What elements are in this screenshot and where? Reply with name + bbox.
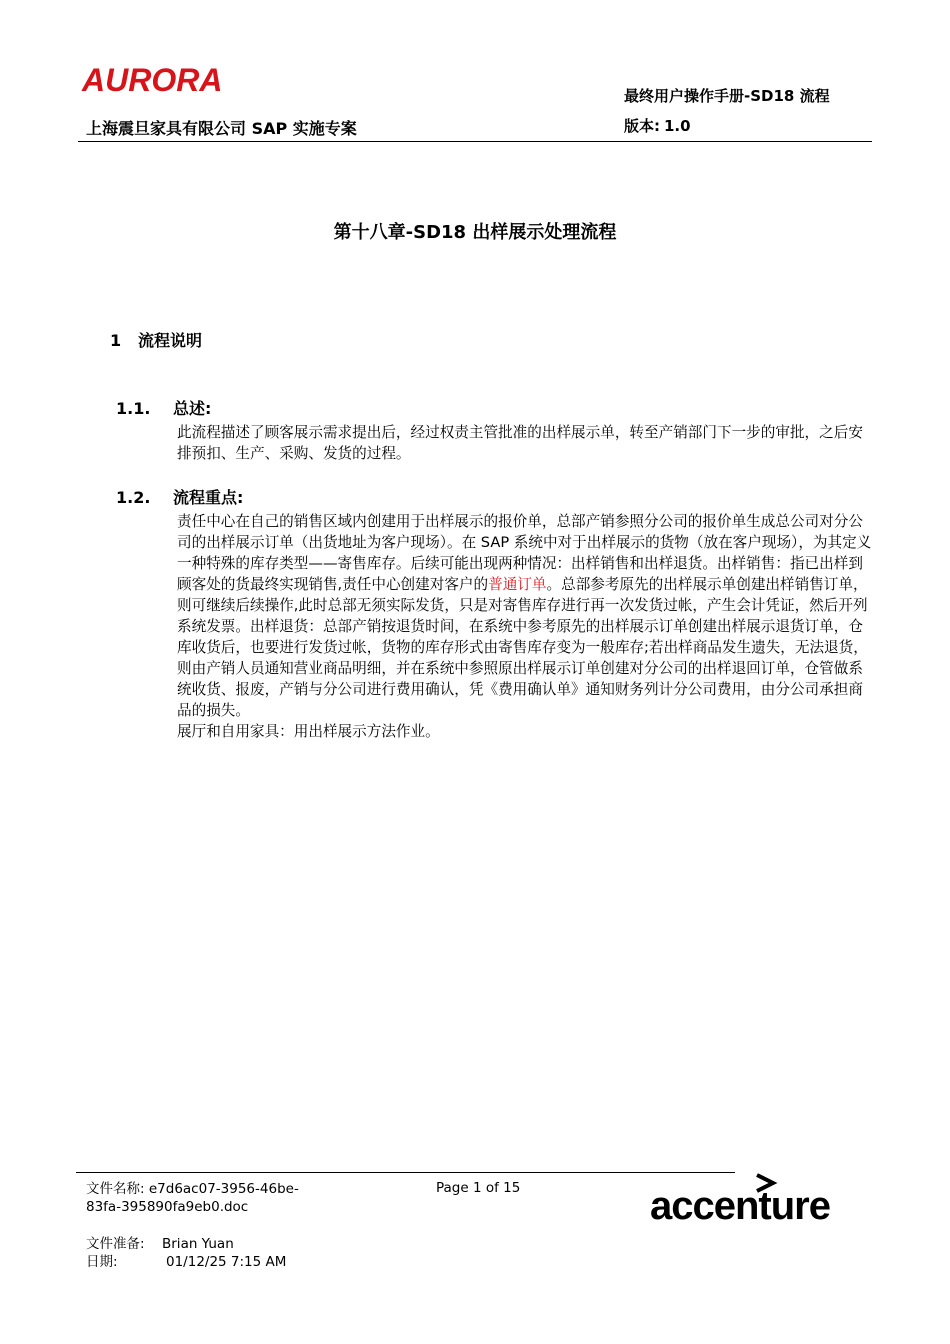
version-info [624,115,691,136]
section-title: 流程重点: [173,488,244,507]
date-value: 01/12/25 7:15 AM [166,1254,287,1270]
document-title: 第十八章-SD18 出样展示处理流程 [333,222,617,243]
normal-order-highlight: 普通订单 [488,576,547,593]
section-heading-1 [110,328,202,351]
key-points-text-part2: 。总部参考原先的出样展示单创建出样销售订单，则可继续后续操作,此时总部无须实际发货，只是对寄售库存进行再一次发货过帐，产生会计凭证，然后开列系统发票。出样退货：总部产销按退货时间，在系统中参考原先的出样展示订单创建出样展示退货订单，仓库收货后，也要进行发货过帐，货物的库存形式由寄售库存变为一般库存;若出样商品发生遗失，无法退货，则由产销人员通知营业商品明细，并在系统中参照原出样展示订单创建对分公司的出样退回订单，仓管做系统收货、报废，产销与分公司进行费用确认，凭《费用确认单》通知财务列计分公司费用，由分公司承担商品的损失。 [177,576,868,719]
version-value: 1.0 [664,117,691,135]
key-points-text-part1: 责任中心在自己的销售区域内创建用于出样展示的报价单，总部产销参照分公司的报价单生成总公司对分公司的出样展示订单（出货地址为客户现场）。在 SAP 系统中对于出样展示的货物（放在客户现场），为其定义一种特殊的库存类型——寄售库存。后续可能出现两种情况：出样销售和出样退货。出样销售：指已出样到顾客处的货最终实现销售,责任中心创建对客户的 [177,513,872,593]
section-number: 1.2. [116,488,151,507]
page-info: Page 1 of 15 [436,1180,521,1196]
file-name-line1: e7d6ac07-3956-46be- [148,1181,299,1197]
section-number: 1.1. [116,399,151,418]
company-project-name: 上海震旦家具有限公司 SAP 实施专案 [86,119,357,138]
prepared-label: 文件准备: [86,1236,145,1252]
footer-divider [76,1172,735,1173]
overview-paragraph [177,422,877,464]
manual-title: 最终用户操作手册-SD18 流程 [624,87,830,105]
overview-text: 此流程描述了顾客展示需求提出后，经过权责主管批准的出样展示单，转至产销部门下一步的审批，之后安排预扣、生产、采购、发货的过程。 [177,424,863,462]
section-title: 流程说明 [138,331,203,350]
date-label: 日期: [86,1254,118,1270]
header-divider [78,141,872,142]
version-label: 版本: [624,117,660,135]
key-points-paragraph [177,511,877,742]
section-number: 1 [110,331,122,350]
showroom-text: 展厅和自用家具：用出样展示方法作业。 [177,723,440,740]
key-points-text [177,511,877,721]
footer-file-name [86,1180,299,1216]
accenture-logo [642,1172,842,1234]
section-heading-1-1 [116,396,211,419]
file-name-line2: 83fa-395890fa9eb0.doc [86,1199,249,1215]
file-name-label: 文件名称: [86,1181,145,1197]
section-heading-1-2 [116,485,243,508]
accenture-wordmark: accenture [650,1184,830,1228]
footer-prepared [86,1235,286,1271]
aurora-logo: AURORA [82,62,223,98]
section-title: 总述: [173,399,212,418]
prepared-by: Brian Yuan [162,1236,234,1252]
